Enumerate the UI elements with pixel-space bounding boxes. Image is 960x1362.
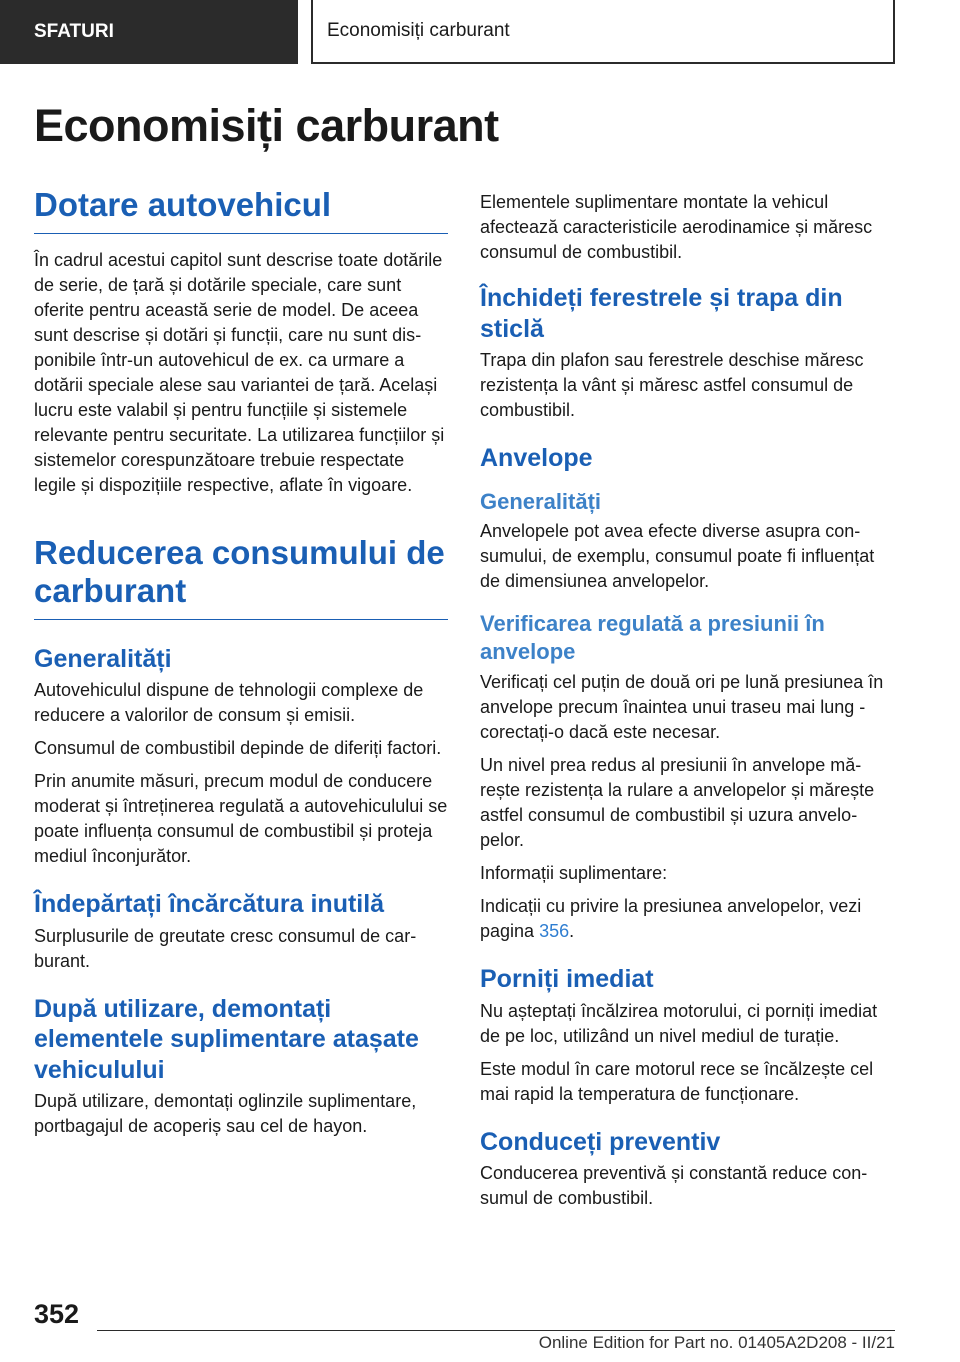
subsection-title-generalitati: Generalități xyxy=(34,644,172,673)
paragraph-text: Indicații cu privire la presiunea anvelopelor, vezi pagina xyxy=(480,896,862,942)
paragraph-text: . xyxy=(569,921,575,942)
paragraph: Anvelopele pot avea efecte diverse asupra consumului, de exemplu, consumul poate fi influențat de dimensiunea anvelopelor. xyxy=(480,521,875,592)
section-title-dotare: Dotare autovehicul xyxy=(34,186,448,234)
subsubsection-title-presiune: Verificarea regulată a presiunii în anvelope xyxy=(480,611,825,665)
paragraph: În cadrul acestui capitol sunt descrise toate dotările de serie, de țară și dotările speciale, care sunt oferite pentru această serie de model. De aceea sunt descrise și dotări și funcții, care nu sunt disponibile într-un autovehicul de ex. ca urmare a dotării speciale alese sau variantei de țară. Același lucru este valabil și pentru funcțiile și sistemele relevante pentru securitate. La utilizarea funcțiilor și sistemelor corespunzătoare trebuie respectate legile și dispozițiile respective, aflate în vigoare. xyxy=(34,250,445,496)
paragraph: Consumul de combustibil depinde de diferiți factori. xyxy=(34,738,442,759)
paragraph: Nu așteptați încălzirea motorului, ci porniți imediat de pe loc, utilizând un nivel mediul de turație. xyxy=(480,1000,878,1046)
subsubsection-title-generalitati: Generalități xyxy=(480,488,602,514)
header-topic-tab xyxy=(311,0,895,64)
page-reference-link[interactable]: 356 xyxy=(539,921,570,942)
subsection-title-anvelope: Anvelope xyxy=(480,444,593,472)
subsection-title-ferestre: Închideți ferestrele și trapa din sticlă xyxy=(480,284,843,343)
header-section-tab xyxy=(0,0,298,64)
footer-divider xyxy=(97,1330,895,1331)
page-title: Economisiți carburant xyxy=(34,100,499,151)
subsection-title-porniti: Porniți imediat xyxy=(480,965,654,994)
paragraph: Informații suplimentare: xyxy=(480,863,668,884)
paragraph: Elementele suplimentare montate la vehicul afectează caracteristicile aerodinamice și măresc consumul de combustibil. xyxy=(480,192,873,262)
left-column xyxy=(34,186,448,1147)
paragraph: Autovehiculul dispune de tehnologii complexe de reducere a valorilor de consum și emisii. xyxy=(34,680,424,726)
paragraph: Trapa din plafon sau ferestrele deschise măresc rezistența la vânt și măresc astfel consumul de combustibil. xyxy=(480,350,864,420)
footer-edition: Online Edition for Part no. 01405A2D208 - II/21 xyxy=(538,1333,895,1352)
paragraph: După utilizare, demontați oglinzile suplimentare, portbagajul de acoperiș sau cel de hayon. xyxy=(34,1091,417,1137)
paragraph: Un nivel prea redus al presiunii în anvelope mărește rezistența la rulare a anvelopelor și mărește astfel consumul de combustibil și uzura anvelopelor. xyxy=(480,755,875,851)
page-number: 352 xyxy=(34,1299,80,1329)
paragraph: Prin anumite măsuri, precum modul de conducere moderat și întreținerea regulată a autovehiculului se poate influența consumul de combustibil și proteja mediul înconjurător. xyxy=(34,771,448,867)
subsection-title-demontati: După utilizare, demontați elementele suplimentare atașate vehiculului xyxy=(34,994,419,1084)
subsection-title-incarcatura: Îndepărtați încărcătura inutilă xyxy=(34,890,385,919)
paragraph-with-link xyxy=(480,894,894,944)
paragraph: Este modul în care motorul rece se încălzește cel mai rapid la temperatura de funcționare. xyxy=(480,1058,874,1104)
right-column xyxy=(480,190,894,1219)
section-title-reducerea: Reducerea consumului de carburant xyxy=(34,534,448,620)
header-section-label: SFATURI xyxy=(34,21,114,42)
paragraph: Surplusurile de greutate cresc consumul de carburant. xyxy=(34,925,417,971)
paragraph: Verificați cel puțin de două ori pe lună presiunea în anvelope precum înaintea unui traseu mai lung - corectați-o dacă este necesar. xyxy=(480,672,884,743)
paragraph: Conducerea preventivă și constantă reduce consumul de combustibil. xyxy=(480,1163,868,1209)
header-topic-label: Economisiți carburant xyxy=(327,20,510,41)
subsection-title-conduceti: Conduceți preventiv xyxy=(480,1127,721,1156)
